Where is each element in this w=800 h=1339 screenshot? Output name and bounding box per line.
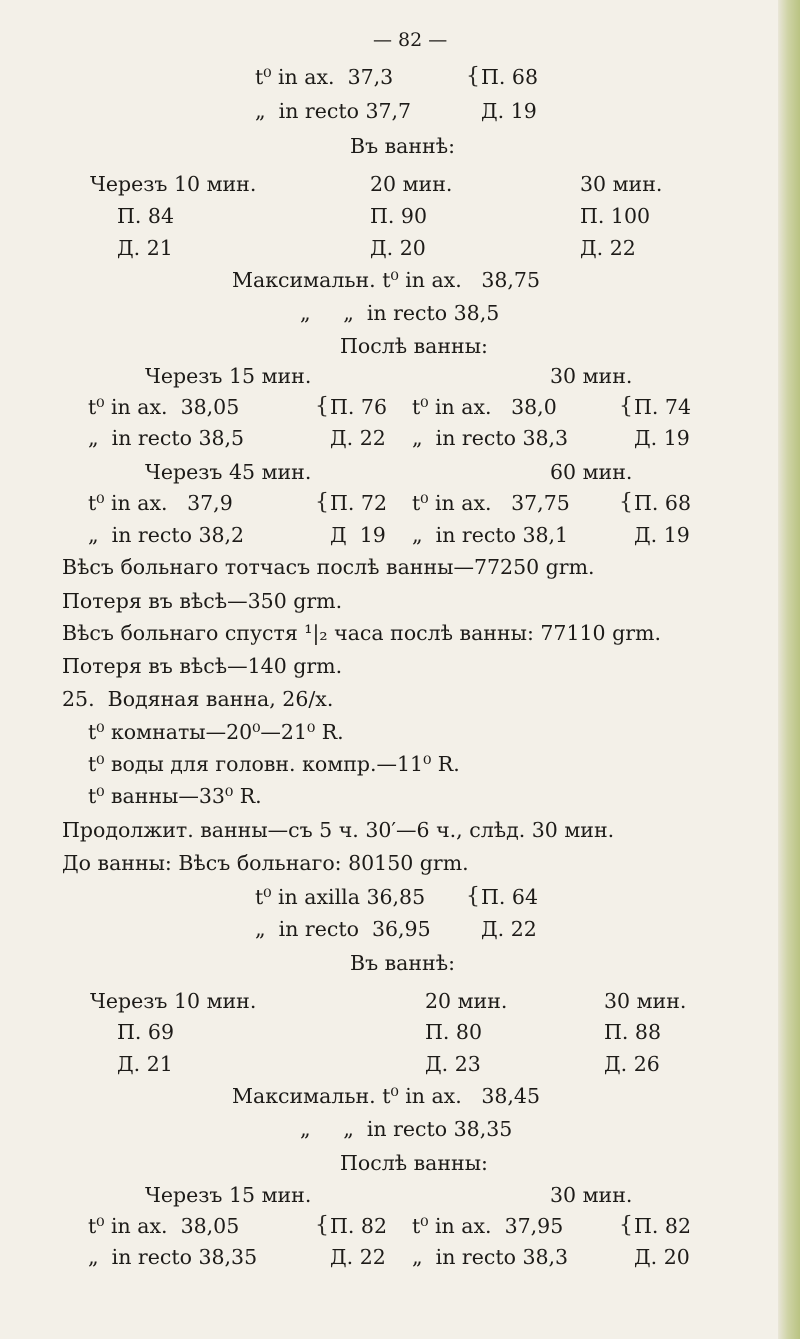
paragraph-line: t⁰ воды для головн. компр.—11⁰ R. — [88, 752, 460, 776]
brace: { — [619, 1213, 633, 1238]
text-line: П. 68 — [481, 65, 538, 89]
text-line: Д. 19 — [481, 99, 537, 123]
paragraph-line: Продолжит. ванны—съ 5 ч. 30′—6 ч., слѣд. 30 мин. — [62, 818, 615, 842]
text-line: 30 мин. — [580, 172, 663, 196]
text-line: t⁰ in ax. 37,95 — [412, 1214, 564, 1238]
text-line: Черезъ 15 мин. — [145, 364, 312, 388]
text-line: t⁰ in ax. 37,75 — [412, 491, 570, 515]
text-line: t⁰ in ax. 38,05 — [88, 1214, 240, 1238]
text-line: „ in recto 37,7 — [255, 99, 412, 123]
text-line: „ in recto 38,2 — [88, 523, 245, 547]
text-line: „ in recto 38,1 — [412, 523, 569, 547]
text-line: „ in recto 38,3 — [412, 1245, 569, 1269]
text-line: П. 64 — [481, 885, 538, 909]
brace: { — [619, 490, 633, 515]
text-line: t⁰ in axilla 36,85 — [255, 885, 426, 909]
paragraph-line: Потеря въ вѣсѣ—350 grm. — [62, 589, 343, 613]
text-line: Д. 22 — [580, 236, 636, 260]
text-line: П. 82 — [330, 1214, 387, 1238]
text-line: Д. 20 — [634, 1245, 690, 1269]
case-heading: 25. Водяная ванна, 26/x. — [62, 687, 334, 711]
brace: { — [466, 884, 480, 909]
text-line: Д. 19 — [634, 426, 690, 450]
text-line: Д. 23 — [425, 1052, 481, 1076]
text-line: „ „ in recto 38,35 — [300, 1117, 513, 1141]
text-line: Максимальн. t⁰ in ax. 38,75 — [232, 268, 541, 292]
text-line: Максимальн. t⁰ in ax. 38,45 — [232, 1084, 541, 1108]
section-heading: Въ ваннѣ: — [350, 951, 455, 975]
text-line: П. 76 — [330, 395, 387, 419]
text-line: t⁰ in ax. 37,9 — [88, 491, 233, 515]
text-line: Д. 20 — [370, 236, 426, 260]
text-line: П. 90 — [370, 204, 427, 228]
text-line: П. 68 — [634, 491, 691, 515]
text-line: „ „ in recto 38,5 — [300, 301, 500, 325]
text-line: П. 80 — [425, 1020, 482, 1044]
text-line: 20 мин. — [425, 989, 508, 1013]
text-line: 30 мин. — [550, 1183, 633, 1207]
page-edge-shadow — [778, 0, 800, 1339]
text-line: Черезъ 45 мин. — [145, 460, 312, 484]
text-line: П. 100 — [580, 204, 651, 228]
brace: { — [466, 64, 480, 89]
text-line: 30 мин. — [604, 989, 687, 1013]
text-line: t⁰ in ax. 38,05 — [88, 395, 240, 419]
paragraph-line: Потеря въ вѣсѣ—140 grm. — [62, 654, 343, 678]
text-line: Черезъ 10 мин. — [90, 172, 257, 196]
text-line: 20 мин. — [370, 172, 453, 196]
brace: { — [619, 394, 633, 419]
text-line: t⁰ in ax. 38,0 — [412, 395, 557, 419]
text-line: П. 82 — [634, 1214, 691, 1238]
paragraph-line: t⁰ ванны—33⁰ R. — [88, 784, 262, 808]
section-heading: Послѣ ванны: — [340, 1151, 488, 1175]
page-number: — 82 — — [373, 29, 448, 51]
text-line: П. 84 — [117, 204, 174, 228]
text-line: „ in recto 36,95 — [255, 917, 431, 941]
text-line: П. 74 — [634, 395, 691, 419]
text-line: Д. 26 — [604, 1052, 660, 1076]
text-line: Д. 22 — [481, 917, 537, 941]
text-line: Д. 22 — [330, 426, 386, 450]
text-line: 60 мин. — [550, 460, 633, 484]
text-line: „ in recto 38,5 — [88, 426, 245, 450]
paragraph-line: До ванны: Вѣсъ больнаго: 80150 grm. — [62, 851, 469, 875]
text-line: Д. 21 — [117, 1052, 173, 1076]
text-line: Д. 22 — [330, 1245, 386, 1269]
text-line: „ in recto 38,35 — [88, 1245, 258, 1269]
section-heading: Послѣ ванны: — [340, 334, 488, 358]
text-line: П. 69 — [117, 1020, 174, 1044]
text-line: Д. 21 — [117, 236, 173, 260]
text-line: П. 72 — [330, 491, 387, 515]
text-line: 30 мин. — [550, 364, 633, 388]
text-line: „ in recto 38,3 — [412, 426, 569, 450]
text-line: Д 19 — [330, 523, 386, 547]
paragraph-line: t⁰ комнаты—20⁰—21⁰ R. — [88, 720, 344, 744]
paragraph-line: Вѣсъ больнаго тотчасъ послѣ ванны—77250 grm. — [62, 555, 595, 579]
brace: { — [315, 490, 329, 515]
paragraph-line: Вѣсъ больнаго спустя ¹|₂ часа послѣ ванны: 77110 grm. — [62, 621, 661, 645]
text-line: Черезъ 15 мин. — [145, 1183, 312, 1207]
text-line: t⁰ in ax. 37,3 — [255, 65, 394, 89]
brace: { — [315, 1213, 329, 1238]
text-line: Д. 19 — [634, 523, 690, 547]
text-line: Черезъ 10 мин. — [90, 989, 257, 1013]
text-line: П. 88 — [604, 1020, 661, 1044]
brace: { — [315, 394, 329, 419]
section-heading: Въ ваннѣ: — [350, 134, 455, 158]
